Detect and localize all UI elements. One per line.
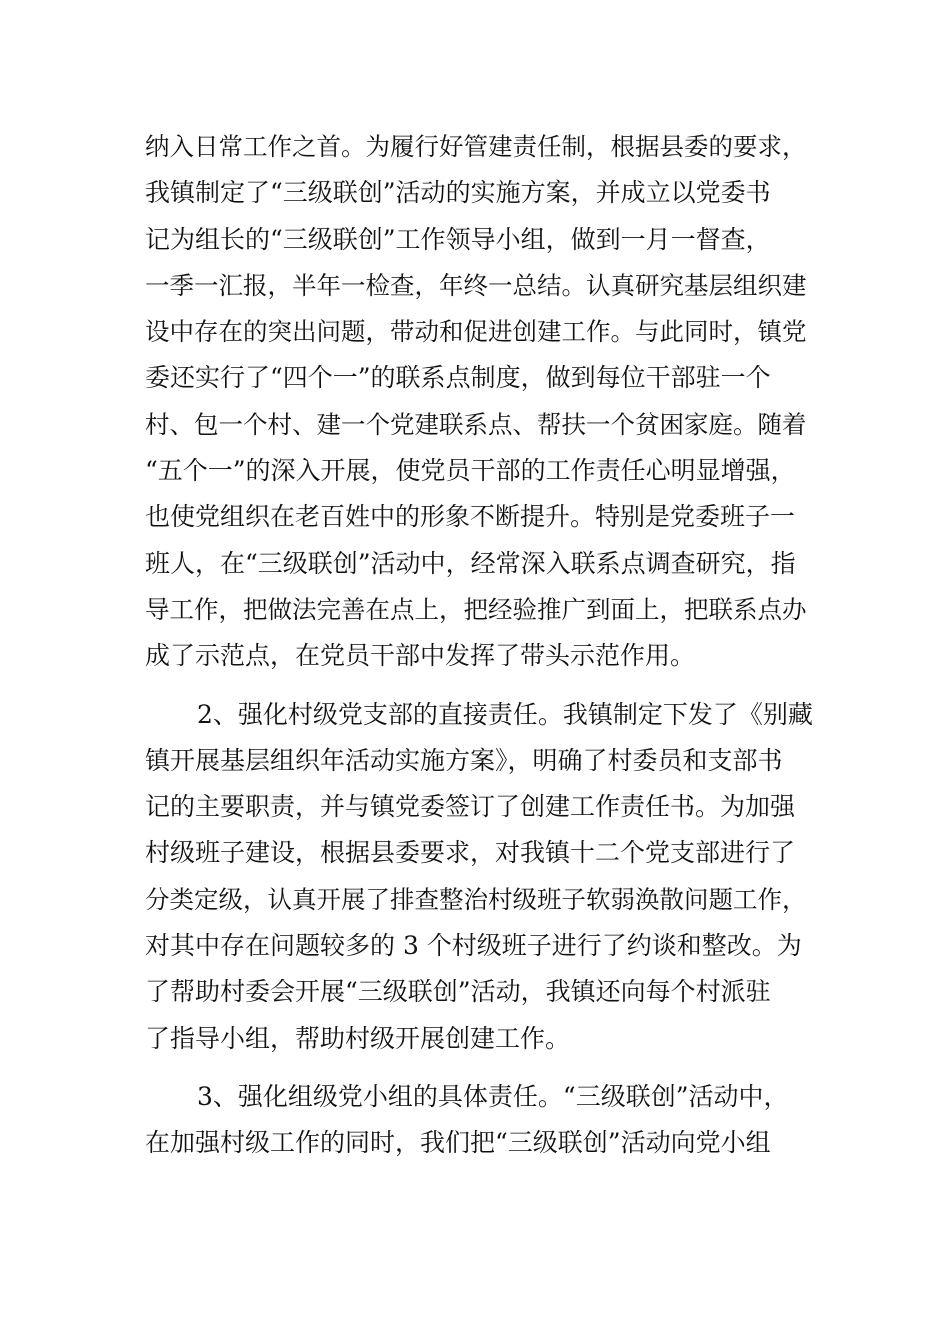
paragraph-line: 纳入日常工作之首。为履行好管建责任制，根据县委的要求， [145,132,807,161]
paragraph-line: 成了示范点，在党员干部中发挥了带头示范作用。 [145,641,696,671]
paragraph-line: 对其中存在问题较多的 3 个村级班子进行了约谈和整改。为 [145,931,802,961]
paragraph-line: 导工作，把做法完善在点上，把经验推广到面上，把联系点办 [145,594,807,624]
paragraph-line: 2、强化村级党支部的直接责任。我镇制定下发了《别藏 [197,699,813,729]
paragraph-spacer [145,680,815,692]
document-body [145,124,815,1167]
paragraph-line: 3、强化组级党小组的具体责任。“三级联创”活动中， [197,1081,789,1111]
paragraph-line: 班人，在“三级联创”活动中，经常深入联系点调查研究，指 [145,548,796,578]
paragraph-line: 记的主要职责，并与镇党委签订了创建工作责任书。为加强 [145,792,796,822]
paragraph-line: 村、包一个村、建一个党建联系点、帮扶一个贫困家庭。随着 [145,409,807,439]
paragraph-line: 镇开展基层组织年活动实施方案》，明确了村委员和支部书 [145,745,783,775]
paragraph-line: 我镇制定了“三级联创”活动的实施方案，并成立以党委书 [145,178,771,208]
paragraph-line: 了帮助村委会开展“三级联创”活动，我镇还向每个村派驻 [145,977,771,1007]
paragraph-line: 设中存在的突出问题，带动和促进创建工作。与此同时，镇党 [145,317,807,347]
paragraph-1 [145,124,815,680]
paragraph-line: “五个一”的深入开展，使党员干部的工作责任心明显增强， [145,456,796,486]
paragraph-line: 也使党组织在老百姓中的形象不断提升。特别是党委班子一 [145,502,796,532]
paragraph-line: 委还实行了“四个一”的联系点制度，做到每位干部驻一个 [145,363,771,393]
paragraph-2 [145,692,815,1062]
paragraph-line: 村级班子建设，根据县委要求，对我镇十二个党支部进行了 [145,838,796,868]
paragraph-spacer [145,1062,815,1074]
paragraph-line: 在加强村级工作的同时，我们把“三级联创”活动向党小组 [145,1128,771,1158]
paragraph-line: 记为组长的“三级联创”工作领导小组，做到一月一督查， [145,224,771,254]
paragraph-line: 了指导小组，帮助村级开展创建工作。 [145,1023,571,1053]
paragraph-line: 分类定级，认真开展了排查整治村级班子软弱涣散问题工作， [145,884,807,914]
paragraph-line: 一季一汇报，半年一检查，年终一总结。认真研究基层组织建 [145,270,807,300]
paragraph-3 [145,1074,815,1167]
